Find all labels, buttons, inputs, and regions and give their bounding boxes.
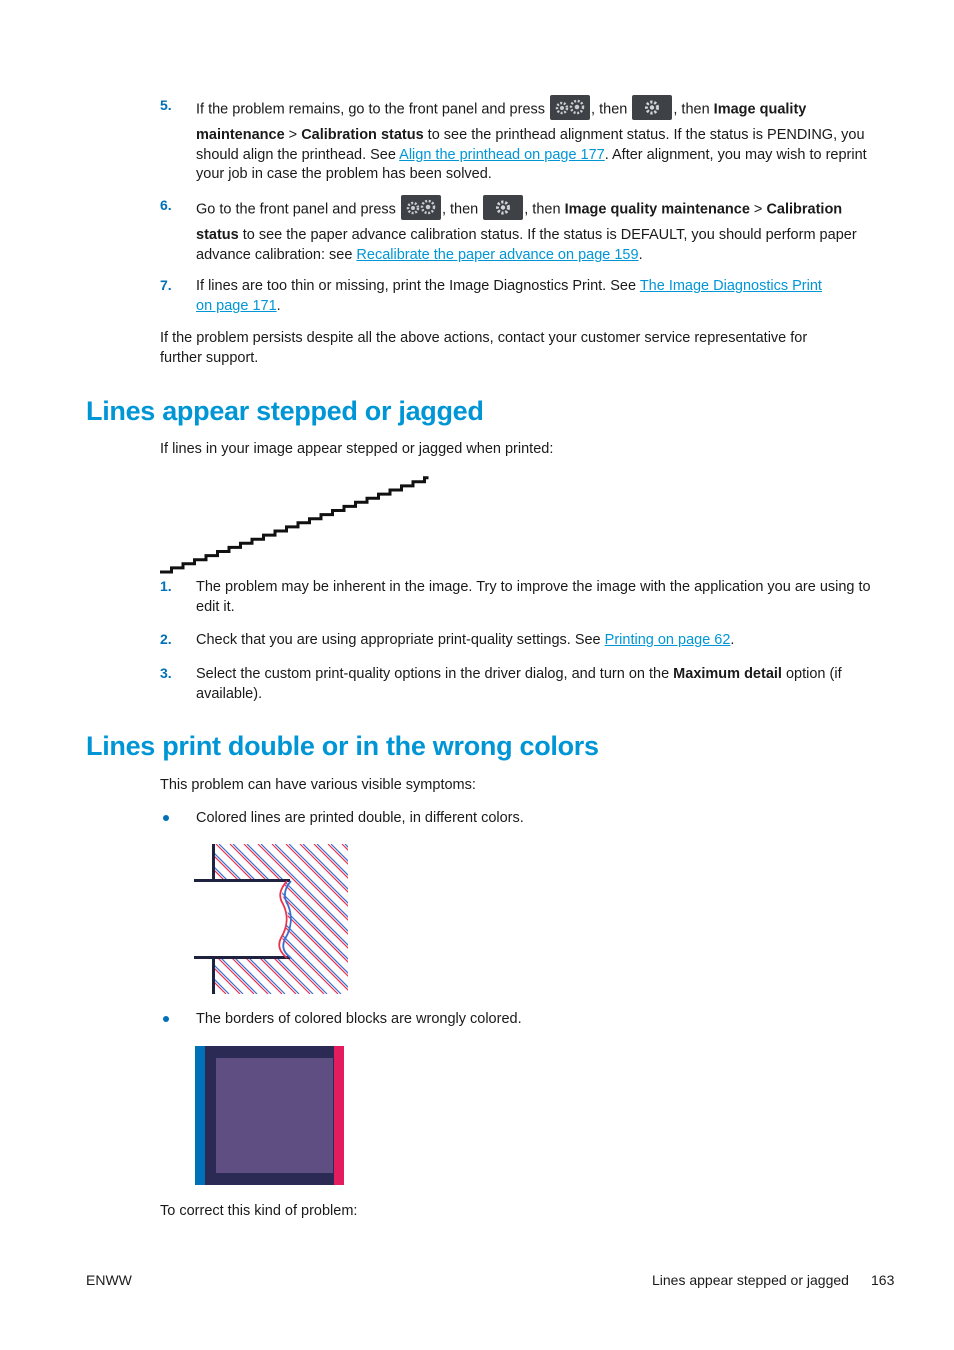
stepped-step-3: Select the custom print-quality options in the driver dialog, and turn on the Maximum detail option (if available). [196,666,842,702]
hatch-line [303,844,348,994]
double-lines-illustration [194,844,348,994]
link-align-printhead[interactable]: Align the printhead on page 177 [399,146,605,163]
section-intro: If lines in your image appear stepped or jagged when printed: [160,441,554,457]
stepped-step-1: The problem may be inherent in the image. Try to improve the image with the application you are using to edit it. [196,579,871,615]
bullet-text: The borders of colored blocks are wrongly colored. [196,1011,522,1027]
step-number: 1. [160,578,172,594]
step-number: 3. [160,665,172,681]
section-title-stepped-lines: Lines appear stepped or jagged [86,396,484,426]
bullet-icon [163,1016,169,1022]
bullet-text: Colored lines are printed double, in different colors. [196,810,524,826]
hatch-line [194,844,257,994]
settings-gears-icon [550,95,590,120]
block-left-border [195,1046,205,1185]
hatch-line [194,844,240,994]
step-5-text: If the problem remains, go to the front panel and press , then , then Image quality maintenance > Calibration status to see the printhead alignment status. If the status is PENDING, you should align the printhead. See Align the printhead on page 177. After alignment, you may wish to reprint your job in case the problem has been solved. [196,99,886,185]
hatch-line [194,844,212,994]
gear-icon [632,95,672,120]
hatch-line [328,844,348,994]
hatch-line [258,844,348,994]
hatch-line [194,844,243,994]
link-printing[interactable]: Printing on page 62 [604,632,731,648]
step-7-text: If lines are too thin or missing, print the Image Diagnostics Print. See The Image Diagnostics Print on page 171. [196,278,822,314]
step-number: 5. [160,97,172,113]
step-number: 7. [160,277,172,293]
hatch-line [194,844,285,994]
step-6-text: Go to the front panel and press , then , then Image quality maintenance > Calibration status to see the paper advance calibration status. If the status is DEFAULT, you should perform paper advance calibration: see Recalibrate the paper advance on page 159. [196,199,886,265]
link-image-diagnostics-print[interactable]: The Image Diagnostics Print [639,278,822,294]
hatch-line [216,844,348,994]
correct-paragraph: To correct this kind of problem: [160,1203,358,1219]
step-number: 6. [160,197,172,213]
hatch-line [194,844,215,994]
persist-paragraph: If the problem persists despite all the above actions, contact your customer service representative for further support. [160,330,808,366]
colored-block-illustration [195,1046,344,1185]
hatch-line [194,844,198,994]
page-number: 163 [871,1272,895,1288]
hatch-line [194,844,201,994]
link-image-diagnostics-print-page[interactable]: on page 171 [196,297,277,314]
section-intro: This problem can have various visible symptoms: [160,777,476,793]
footer-left: ENWW [86,1272,132,1288]
footer-title: Lines appear stepped or jagged [652,1272,849,1288]
step-number: 2. [160,631,172,647]
gear-icon [483,195,523,220]
jagged-line-illustration [158,474,430,576]
stepped-step-2: Check that you are using appropriate print-quality settings. See Printing on page 62. [196,632,735,648]
block-fill [216,1058,333,1173]
section-title-double-lines: Lines print double or in the wrong colors [86,731,599,761]
link-recalibrate-paper-advance[interactable]: Recalibrate the paper advance on page 159 [356,246,639,263]
block-right-border [334,1046,344,1185]
bullet-icon [163,815,169,821]
settings-gears-icon [401,195,441,220]
